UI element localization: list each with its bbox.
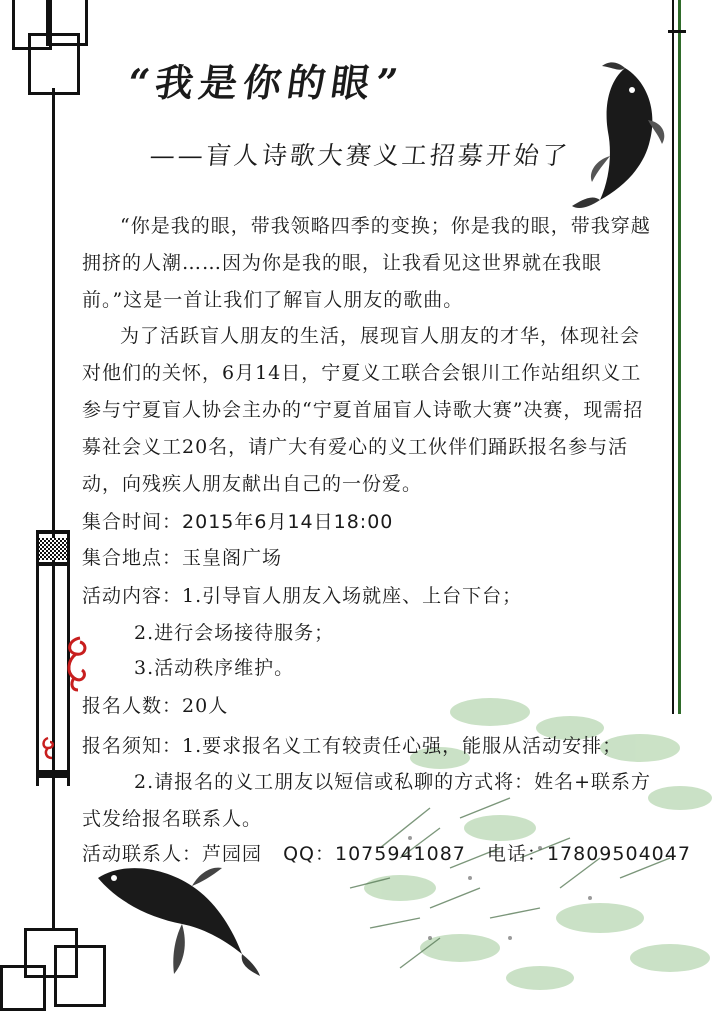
gather-time-value: 2015年6月14日18:00 [182,511,394,533]
gather-time-label: 集合时间： [82,511,183,533]
koi-fish-bottom-illustration [92,858,262,978]
activity-content-item-1: 1.引导盲人朋友入场就座、上台下台； [182,585,523,607]
signup-notice-item-2: 2.请报名的义工朋友以短信或私聊的方式将：姓名+联系方式发给报名联系人。 [82,771,652,830]
gather-place-value: 玉皇阁广场 [182,547,283,569]
phone-label: 电话： [486,843,547,865]
frame-left-line [52,88,55,928]
frame-bar-2 [36,562,70,566]
activity-content-row [82,578,522,615]
signup-count-value: 20人 [182,695,229,717]
koi-fish-top-illustration [570,60,670,210]
contact-row [82,836,691,873]
frame-right-top-bar [668,30,686,33]
frame-square-top-3 [28,33,80,95]
body-paragraph: 为了活跃盲人朋友的生活，展现盲人朋友的才华，体现社会对他们的关怀，6月14日，宁夏义工联合会银川工作站组织义工参与宁夏盲人协会主办的“宁夏首届盲人诗歌大赛”决赛，现需招募社会义工20名，请广大有爱心的义工伙伴们踊跃报名参与活动，向残疾人朋友献出自己的一份爱。 [82,325,644,495]
page-subtitle: ——盲人诗歌大赛义工招募开始了 [148,141,572,170]
page-title: “我是你的眼” [124,60,407,105]
frame-right-line [672,0,674,714]
contact-label: 活动联系人： [82,843,203,865]
frame-right-line-green [678,0,681,714]
gather-place-label: 集合地点： [82,547,183,569]
signup-count-label: 报名人数： [82,695,183,717]
intro-paragraph: “你是我的眼，带我领略四季的变换；你是我的眼，带我穿越拥挤的人潮……因为你是我的眼，让我看见这世界就在我眼前。”这是一首让我们了解盲人朋友的歌曲。 [82,215,651,311]
signup-notice-item-1: 1.要求报名义工有较责任心强，能服从活动安排； [182,735,623,757]
signup-notice-row [82,728,622,765]
frame-checker-pattern [36,538,70,560]
signup-count-row [82,688,228,725]
phone-value: 17809504047 [546,843,691,865]
frame-bar-1 [36,530,70,534]
qq-label: QQ： [283,843,335,865]
activity-content-item-2: 2.进行会场接待服务； [134,622,335,644]
activity-content-item-2-row [134,615,334,652]
gather-time-row [82,504,393,541]
activity-content-item-3: 3.活动秩序维护。 [134,657,295,679]
contact-name: 芦园园 [202,843,263,865]
signup-notice-label: 报名须知： [82,735,183,757]
red-swirl-ornament [60,634,94,692]
qq-value: 1075941087 [335,843,466,865]
gather-place-row [82,540,282,577]
frame-square-bottom-3 [0,965,46,1011]
activity-content-label: 活动内容： [82,585,183,607]
red-swirl-ornament-small [38,736,60,760]
activity-content-item-3-row [134,650,294,687]
frame-bar-3 [36,770,70,778]
